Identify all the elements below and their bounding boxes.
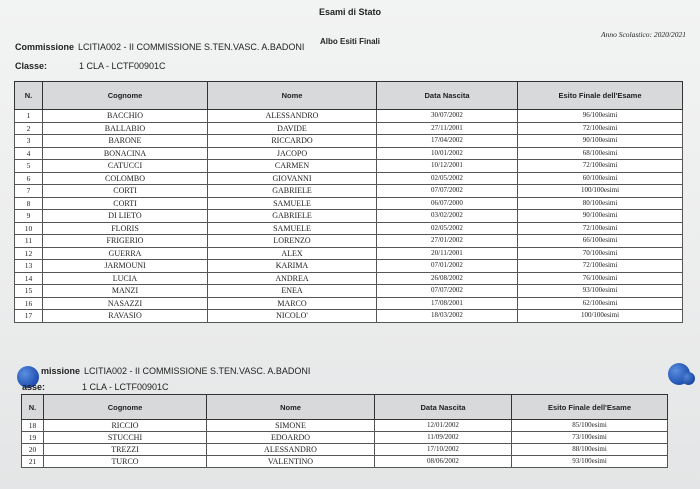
- col-header-esito: Esito Finale dell'Esame: [518, 82, 683, 110]
- cell-cognome: CORTI: [43, 185, 208, 198]
- cell-esito: 68/100esimi: [518, 147, 683, 160]
- table-row: [15, 235, 683, 248]
- col-header-nome: Nome: [207, 395, 375, 420]
- cell-cognome: RICCIO: [44, 420, 207, 432]
- cell-number: 18: [22, 420, 44, 432]
- cell-esito: 100/100esimi: [518, 310, 683, 323]
- table-row: [15, 260, 683, 273]
- classe-value: 1 CLA - LCTF00901C: [82, 382, 169, 392]
- classe-value: 1 CLA - LCTF00901C: [79, 61, 166, 71]
- cell-nome: JACOPO: [208, 147, 377, 160]
- cell-nome: ENEA: [208, 285, 377, 298]
- commissione-value: LCITIA002 - II COMMISSIONE S.TEN.VASC. A.BADONI: [78, 42, 305, 52]
- commissione-value: LCITIA002 - II COMMISSIONE S.TEN.VASC. A.BADONI: [84, 366, 311, 376]
- cell-data-nascita: 10/12/2001: [377, 160, 518, 173]
- cell-esito: 93/100esimi: [518, 285, 683, 298]
- cell-cognome: COLOMBO: [43, 172, 208, 185]
- cell-number: 17: [15, 310, 43, 323]
- cell-nome: ANDREA: [208, 272, 377, 285]
- col-header-n: N.: [15, 82, 43, 110]
- cell-data-nascita: 17/08/2001: [377, 297, 518, 310]
- cell-nome: ALEX: [208, 247, 377, 260]
- col-header-cognome: Cognome: [43, 82, 208, 110]
- cell-cognome: DI LIETO: [43, 210, 208, 223]
- cell-data-nascita: 17/10/2002: [375, 444, 512, 456]
- classe-line-1: [15, 61, 166, 71]
- cell-data-nascita: 02/05/2002: [377, 222, 518, 235]
- cell-number: 14: [15, 272, 43, 285]
- cell-esito: 66/100esimi: [518, 235, 683, 248]
- cell-cognome: CATUCCI: [43, 160, 208, 173]
- table-row: [15, 197, 683, 210]
- cell-esito: 72/100esimi: [518, 122, 683, 135]
- cell-data-nascita: 03/02/2002: [377, 210, 518, 223]
- cell-esito: 76/100esimi: [518, 272, 683, 285]
- col-header-esito: Esito Finale dell'Esame: [512, 395, 668, 420]
- cell-esito: 90/100esimi: [518, 135, 683, 148]
- cell-data-nascita: 02/05/2002: [377, 172, 518, 185]
- cell-number: 5: [15, 160, 43, 173]
- cell-data-nascita: 06/07/2000: [377, 197, 518, 210]
- classe-label: Classe:: [15, 61, 48, 71]
- cell-esito: 72/100esimi: [518, 260, 683, 273]
- table-row: [15, 210, 683, 223]
- col-header-data-nascita: Data Nascita: [375, 395, 512, 420]
- document-subtitle: Albo Esiti Finali: [319, 37, 380, 46]
- table-row: [15, 147, 683, 160]
- commissione-label: missione: [41, 366, 81, 376]
- cell-number: 16: [15, 297, 43, 310]
- cell-data-nascita: 10/01/2002: [377, 147, 518, 160]
- cell-nome: EDOARDO: [207, 432, 375, 444]
- cell-nome: RICCARDO: [208, 135, 377, 148]
- cell-data-nascita: 20/11/2001: [377, 247, 518, 260]
- cell-cognome: TREZZI: [44, 444, 207, 456]
- cell-nome: VALENTINO: [207, 456, 375, 468]
- cell-esito: 72/100esimi: [518, 160, 683, 173]
- col-header-n: N.: [22, 395, 44, 420]
- results-table-1: [14, 81, 683, 323]
- table-row: [15, 310, 683, 323]
- cell-number: 13: [15, 260, 43, 273]
- cell-cognome: BARONE: [43, 135, 208, 148]
- cell-cognome: FRIGERIO: [43, 235, 208, 248]
- cell-esito: 88/100esimi: [512, 444, 668, 456]
- table-row: [15, 297, 683, 310]
- cell-data-nascita: 17/04/2002: [377, 135, 518, 148]
- cell-number: 3: [15, 135, 43, 148]
- commissione-label: Commissione: [15, 42, 75, 52]
- table-row: [15, 272, 683, 285]
- table-row: [15, 160, 683, 173]
- table-row: [15, 247, 683, 260]
- classe-label: asse:: [22, 382, 46, 392]
- cell-data-nascita: 07/07/2002: [377, 185, 518, 198]
- cell-esito: 85/100esimi: [512, 420, 668, 432]
- col-header-cognome: Cognome: [44, 395, 207, 420]
- cell-number: 4: [15, 147, 43, 160]
- cell-nome: LORENZO: [208, 235, 377, 248]
- cell-number: 19: [22, 432, 44, 444]
- commissione-line-1: [15, 42, 304, 52]
- cell-nome: NICOLO': [208, 310, 377, 323]
- cell-number: 20: [22, 444, 44, 456]
- results-table-2: [21, 394, 668, 468]
- cell-nome: CARMEN: [208, 160, 377, 173]
- table-row: [15, 172, 683, 185]
- cell-esito: 70/100esimi: [518, 247, 683, 260]
- cell-esito: 96/100esimi: [518, 110, 683, 123]
- cell-nome: MARCO: [208, 297, 377, 310]
- cell-cognome: BACCHIO: [43, 110, 208, 123]
- table-header-row: [22, 395, 668, 420]
- table-row: [22, 432, 668, 444]
- col-header-data-nascita: Data Nascita: [377, 82, 518, 110]
- school-year: Anno Scolastico: 2020/2021: [601, 30, 686, 39]
- cell-data-nascita: 07/01/2002: [377, 260, 518, 273]
- cell-cognome: NASAZZI: [43, 297, 208, 310]
- cell-number: 12: [15, 247, 43, 260]
- cell-data-nascita: 07/07/2002: [377, 285, 518, 298]
- cell-number: 10: [15, 222, 43, 235]
- cell-nome: GABRIELE: [208, 185, 377, 198]
- cell-esito: 90/100esimi: [518, 210, 683, 223]
- cell-esito: 93/100esimi: [512, 456, 668, 468]
- cell-number: 1: [15, 110, 43, 123]
- col-header-nome: Nome: [208, 82, 377, 110]
- cell-data-nascita: 18/03/2002: [377, 310, 518, 323]
- cell-number: 6: [15, 172, 43, 185]
- commissione-line-2: [41, 366, 310, 376]
- table-row: [22, 456, 668, 468]
- push-pin-icon: [682, 372, 695, 385]
- table-row: [15, 222, 683, 235]
- cell-nome: GIOVANNI: [208, 172, 377, 185]
- cell-esito: 100/100esimi: [518, 185, 683, 198]
- cell-cognome: CORTI: [43, 197, 208, 210]
- cell-number: 7: [15, 185, 43, 198]
- cell-data-nascita: 27/11/2001: [377, 122, 518, 135]
- cell-number: 2: [15, 122, 43, 135]
- classe-line-2: [22, 382, 169, 392]
- table-row: [22, 444, 668, 456]
- cell-cognome: FLORIS: [43, 222, 208, 235]
- cell-number: 15: [15, 285, 43, 298]
- cell-data-nascita: 27/01/2002: [377, 235, 518, 248]
- cell-esito: 60/100esimi: [518, 172, 683, 185]
- cell-cognome: JARMOUNI: [43, 260, 208, 273]
- cell-cognome: STUCCHI: [44, 432, 207, 444]
- table-row: [15, 185, 683, 198]
- cell-data-nascita: 12/01/2002: [375, 420, 512, 432]
- cell-nome: SIMONE: [207, 420, 375, 432]
- cell-data-nascita: 11/09/2002: [375, 432, 512, 444]
- cell-esito: 73/100esimi: [512, 432, 668, 444]
- cell-number: 9: [15, 210, 43, 223]
- cell-cognome: LUCIA: [43, 272, 208, 285]
- cell-nome: DAVIDE: [208, 122, 377, 135]
- document-title: Esami di Stato: [318, 7, 381, 17]
- cell-data-nascita: 26/08/2002: [377, 272, 518, 285]
- cell-nome: GABRIELE: [208, 210, 377, 223]
- cell-cognome: BONACINA: [43, 147, 208, 160]
- cell-data-nascita: 30/07/2002: [377, 110, 518, 123]
- table-row: [15, 122, 683, 135]
- cell-cognome: RAVASIO: [43, 310, 208, 323]
- cell-esito: 72/100esimi: [518, 222, 683, 235]
- cell-number: 8: [15, 197, 43, 210]
- cell-cognome: GUERRA: [43, 247, 208, 260]
- cell-data-nascita: 08/06/2002: [375, 456, 512, 468]
- cell-cognome: TURCO: [44, 456, 207, 468]
- cell-nome: KARIMA: [208, 260, 377, 273]
- cell-nome: ALESSANDRO: [208, 110, 377, 123]
- table-header-row: [15, 82, 683, 110]
- cell-nome: SAMUELE: [208, 222, 377, 235]
- cell-cognome: MANZI: [43, 285, 208, 298]
- cell-number: 11: [15, 235, 43, 248]
- cell-nome: ALESSANDRO: [207, 444, 375, 456]
- table-row: [15, 285, 683, 298]
- cell-esito: 80/100esimi: [518, 197, 683, 210]
- table-row: [15, 110, 683, 123]
- table-row: [15, 135, 683, 148]
- cell-cognome: BALLABIO: [43, 122, 208, 135]
- cell-esito: 62/100esimi: [518, 297, 683, 310]
- cell-nome: SAMUELE: [208, 197, 377, 210]
- cell-number: 21: [22, 456, 44, 468]
- table-row: [22, 420, 668, 432]
